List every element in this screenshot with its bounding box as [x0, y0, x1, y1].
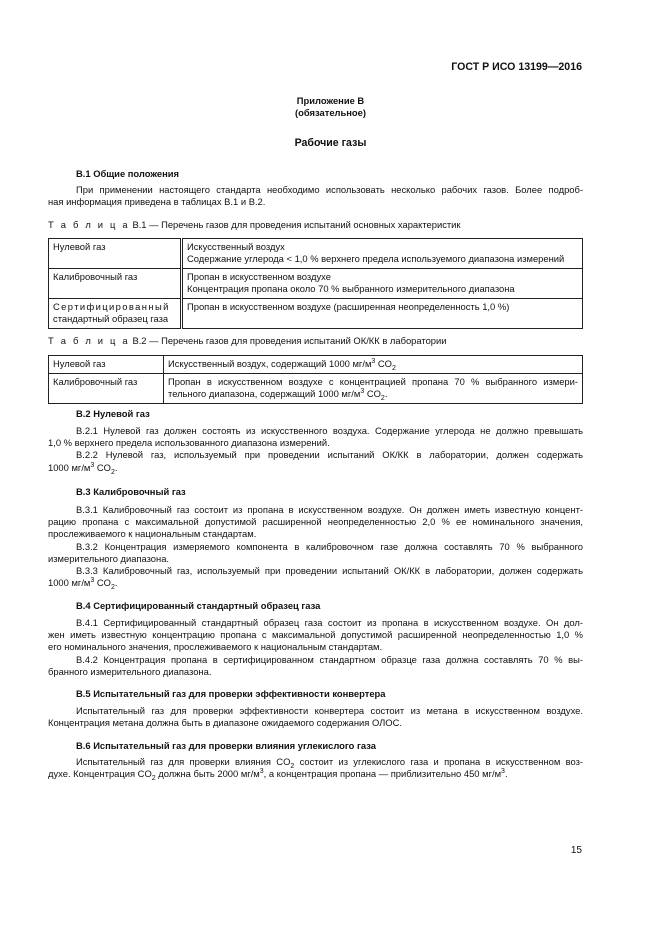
page-number: 15 — [570, 845, 582, 856]
text-line: духе. Концентрация CO — [48, 768, 152, 780]
caption-text: В.2 — Перечень газов для проведения испытаний ОК/КК в лаборатории — [129, 335, 447, 346]
punctuation: . — [384, 388, 388, 399]
subscript: 2 — [110, 584, 115, 592]
formula-text: CO — [366, 388, 381, 399]
cell-text: Калибровочный газ — [53, 271, 138, 282]
text-line: В.2.1 Нулевой газ должен состоять из искусственного воздуха. Содержание углерода не должно превышать — [76, 425, 583, 436]
subscript: 2 — [110, 468, 115, 476]
text-line: прослеживаемого к национальным стандартам. — [48, 528, 257, 540]
appendix-title: Приложение В — [296, 95, 365, 106]
section-heading-b5: В.5 Испытательный газ для проверки эффективности конвертера — [76, 688, 386, 699]
table-caption-b2 — [48, 335, 447, 347]
punctuation: . — [114, 461, 118, 473]
text-line: рацию пропана с максимальной допустимой расширенной неопределенностью 2,0 % ее номинального значения, — [48, 516, 583, 528]
table-cell — [49, 299, 182, 329]
cell-text: Нулевой газ — [53, 241, 106, 252]
subscript: 2 — [380, 394, 385, 402]
caption-text: В.1 — Перечень газов для проведения испытаний основных характеристик — [129, 219, 461, 230]
text-line: В.4.2 Концентрация пропана в сертифицированном стандартном образце газа должна составлять 70 % вы- — [76, 653, 583, 665]
table-cell — [164, 374, 583, 404]
text-line: измерительного диапазона. — [48, 552, 170, 564]
cell-text: Пропан в искусственном воздухе — [187, 271, 331, 282]
text-line: жен иметь известную концентрацию пропана с максимальной допустимой расширенной неопределенностью 1,0 % — [48, 629, 583, 641]
table-cell — [182, 269, 583, 299]
superscript: 3 — [90, 461, 95, 469]
table-cell — [164, 356, 583, 374]
punctuation: . — [114, 577, 118, 589]
table-row — [49, 269, 583, 299]
table-cell — [182, 239, 583, 269]
table-row — [49, 299, 583, 329]
cell-text: Нулевой газ — [53, 358, 106, 369]
superscript: 3 — [90, 577, 95, 585]
text-line: должна быть 2000 мг/м — [155, 768, 260, 780]
text-line: состоит из углекислого газа и пропана в искусственном воз- — [294, 756, 583, 767]
section-heading-b6: В.6 Испытательный газ для проверки влияния углекислого газа — [76, 740, 376, 751]
table-caption-b1 — [48, 219, 461, 231]
text-line: 1000 мг/м — [48, 577, 91, 589]
paragraph-b5 — [48, 705, 583, 729]
text-line: его номинального значения, прослеживаемого к национальным стандартам. — [48, 641, 383, 653]
section-heading-b3: В.3 Калибровочный газ — [76, 486, 186, 497]
section-heading-b1: В.1 Общие положения — [76, 168, 179, 179]
text-line: В.3.1 Калибровочный газ состоит из пропана в искусственном воздухе. Он должен иметь известную концент- — [76, 504, 583, 515]
table-cell — [49, 269, 182, 299]
cell-text: стандартный образец газа — [53, 313, 169, 324]
table-cell — [182, 299, 583, 329]
section-heading-b2: В.2 Нулевой газ — [76, 408, 150, 419]
text-line: Концентрация метана должна быть в диапазоне ожидаемого содержания ОЛОС. — [48, 717, 402, 729]
cell-text: Концентрация пропана около 70 % выбранного измерительного диапазона — [187, 283, 515, 294]
table-b2 — [48, 355, 583, 404]
standard-header: ГОСТ Р ИСО 13199—2016 — [451, 61, 582, 73]
paragraph-b4 — [48, 617, 583, 678]
cell-text: Содержание углерода < 1,0 % верхнего предела используемого диапазона измерений — [187, 253, 565, 264]
paragraph-b3 — [48, 504, 583, 592]
text-line: бранного измерительного диапазона. — [48, 665, 212, 677]
table-row — [49, 374, 583, 404]
formula-text: CO — [96, 577, 111, 589]
text-line: В.3.2 Концентрация измеряемого компонента в калибровочном газе должна составлять 70 % выбранного — [76, 540, 583, 552]
text-line: Испытательный газ для проверки эффективности конвертера состоит из метана в искусственном воздухе. — [76, 705, 583, 716]
cell-text: тельного диапазона, содержащий 1000 мг/м — [168, 388, 361, 399]
formula-text: CO — [96, 461, 111, 473]
superscript: 3 — [360, 387, 365, 395]
text-line: В.2.2 Нулевой газ, используемый при проведении испытаний ОК/КК в лаборатории, должен содержать — [76, 449, 583, 461]
superscript: 3 — [259, 768, 264, 776]
text-line: Испытательный газ для проверки влияния CO — [76, 756, 291, 767]
section-heading-b4: В.4 Сертифицированный стандартный образец газа — [76, 600, 321, 611]
table-cell — [49, 356, 164, 374]
table-b1 — [48, 238, 583, 329]
cell-text: Искусственный воздух, содержащий 1000 мг/м — [168, 358, 372, 369]
subscript: 2 — [151, 775, 156, 783]
paragraph-b2 — [48, 425, 583, 474]
caption-prefix: Т а б л и ц а — [48, 335, 130, 346]
appendix-status: (обязательное) — [295, 107, 366, 118]
formula-text: CO — [377, 358, 392, 369]
text-line: В.3.3 Калибровочный газ, используемый при проведении испытаний ОК/КК в лаборатории, должен содержать — [76, 565, 583, 577]
table-cell — [49, 239, 182, 269]
table-cell — [49, 374, 164, 404]
superscript: 3 — [501, 768, 505, 776]
table-row — [49, 356, 583, 374]
subscript: 2 — [391, 364, 396, 372]
subscript: 2 — [290, 762, 295, 770]
text-line: , а концентрация пропана — приблизительно 450 мг/м — [263, 768, 502, 780]
cell-text: Искусственный воздух — [187, 241, 285, 252]
cell-text: Пропан в искусственном воздухе (расширенная неопределенность 1,0 %) — [187, 301, 510, 312]
text-line: В.4.1 Сертифицированный стандартный образец газа состоит из пропана в искусственном воздухе. Он дол- — [76, 617, 583, 628]
text-line: 1,0 % верхнего предела использованного диапазона измерений. — [48, 437, 330, 449]
text-line: При применении настоящего стандарта необходимо использовать несколько рабочих газов. Более подроб- — [76, 184, 583, 195]
appendix-name: Рабочие газы — [294, 137, 367, 149]
table-row — [49, 239, 583, 269]
text-line: 1000 мг/м — [48, 461, 91, 473]
cell-text: Калибровочный газ — [53, 376, 138, 387]
caption-prefix: Т а б л и ц а — [48, 219, 130, 230]
text-line: ная информация приведена в таблицах В.1 и В.2. — [48, 196, 266, 208]
paragraph-b6 — [48, 756, 583, 783]
punctuation: . — [504, 768, 508, 780]
paragraph-b1 — [48, 184, 583, 208]
superscript: 3 — [371, 357, 376, 365]
cell-text: Сертифицированный — [53, 301, 170, 312]
cell-text: Пропан в искусственном воздухе с концентрацией пропана 70 % выбранного измери- — [168, 376, 578, 387]
